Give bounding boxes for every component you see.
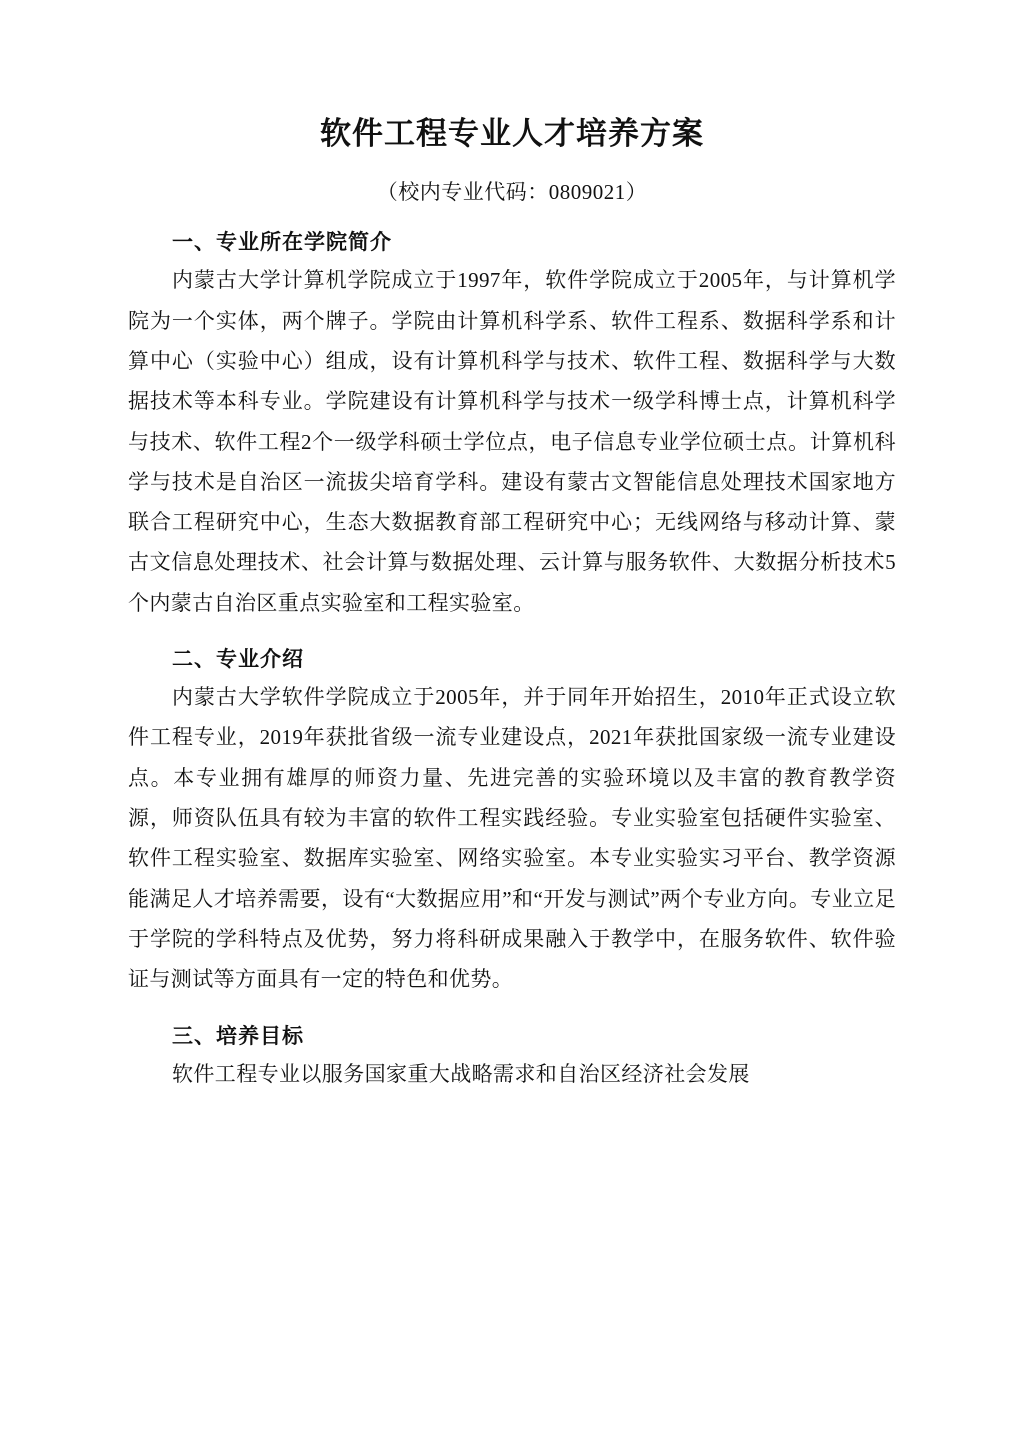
section-paragraph-major-intro: 内蒙古大学软件学院成立于2005年，并于同年开始招生，2010年正式设立软件工程专业，2019年获批省级一流专业建设点，2021年获批国家级一流专业建设点。本专业拥有雄厚的师资力量、先进完善的实验环境以及丰富的教育教学资源，师资队伍具有较为丰富的软件工程实践经验。专业实验室包括硬件实验室、软件工程实验室、数据库实验室、网络实验室。本专业实验实习平台、教学资源能满足人才培养需要，设有“大数据应用”和“开发与测试”两个专业方向。专业立足于学院的学科特点及优势，努力将科研成果融入于教学中，在服务软件、软件验证与测试等方面具有一定的特色和优势。 bbox=[128, 685, 896, 992]
section-heading-college-intro: 一、专业所在学院简介 bbox=[172, 230, 392, 255]
section-heading-major-intro: 二、专业介绍 bbox=[172, 647, 304, 672]
section-heading-training-goal: 三、培养目标 bbox=[172, 1023, 304, 1048]
section-paragraph-college-intro: 内蒙古大学计算机学院成立于1997年，软件学院成立于2005年，与计算机学院为一个实体，两个牌子。学院由计算机科学系、软件工程系、数据科学系和计算中心（实验中心）组成，设有计算机科学与技术、软件工程、数据科学与大数据技术等本科专业。学院建设有计算机科学与技术一级学科博士点，计算机科学与技术、软件工程2个一级学科硕士学位点，电子信息专业学位硕士点。计算机科学与技术是自治区一流拔尖培育学科。建设有蒙古文智能信息处理技术国家地方联合工程研究中心，生态大数据教育部工程研究中心；无线网络与移动计算、蒙古文信息处理技术、社会计算与数据处理、云计算与服务软件、大数据分析技术5个内蒙古自治区重点实验室和工程实验室。 bbox=[128, 268, 896, 615]
major-code-subtitle: （校内专业代码：0809021） bbox=[376, 180, 648, 205]
page-title: 软件工程专业人才培养方案 bbox=[320, 116, 704, 151]
section-paragraph-training-goal: 软件工程专业以服务国家重大战略需求和自治区经济社会发展 bbox=[172, 1061, 750, 1086]
